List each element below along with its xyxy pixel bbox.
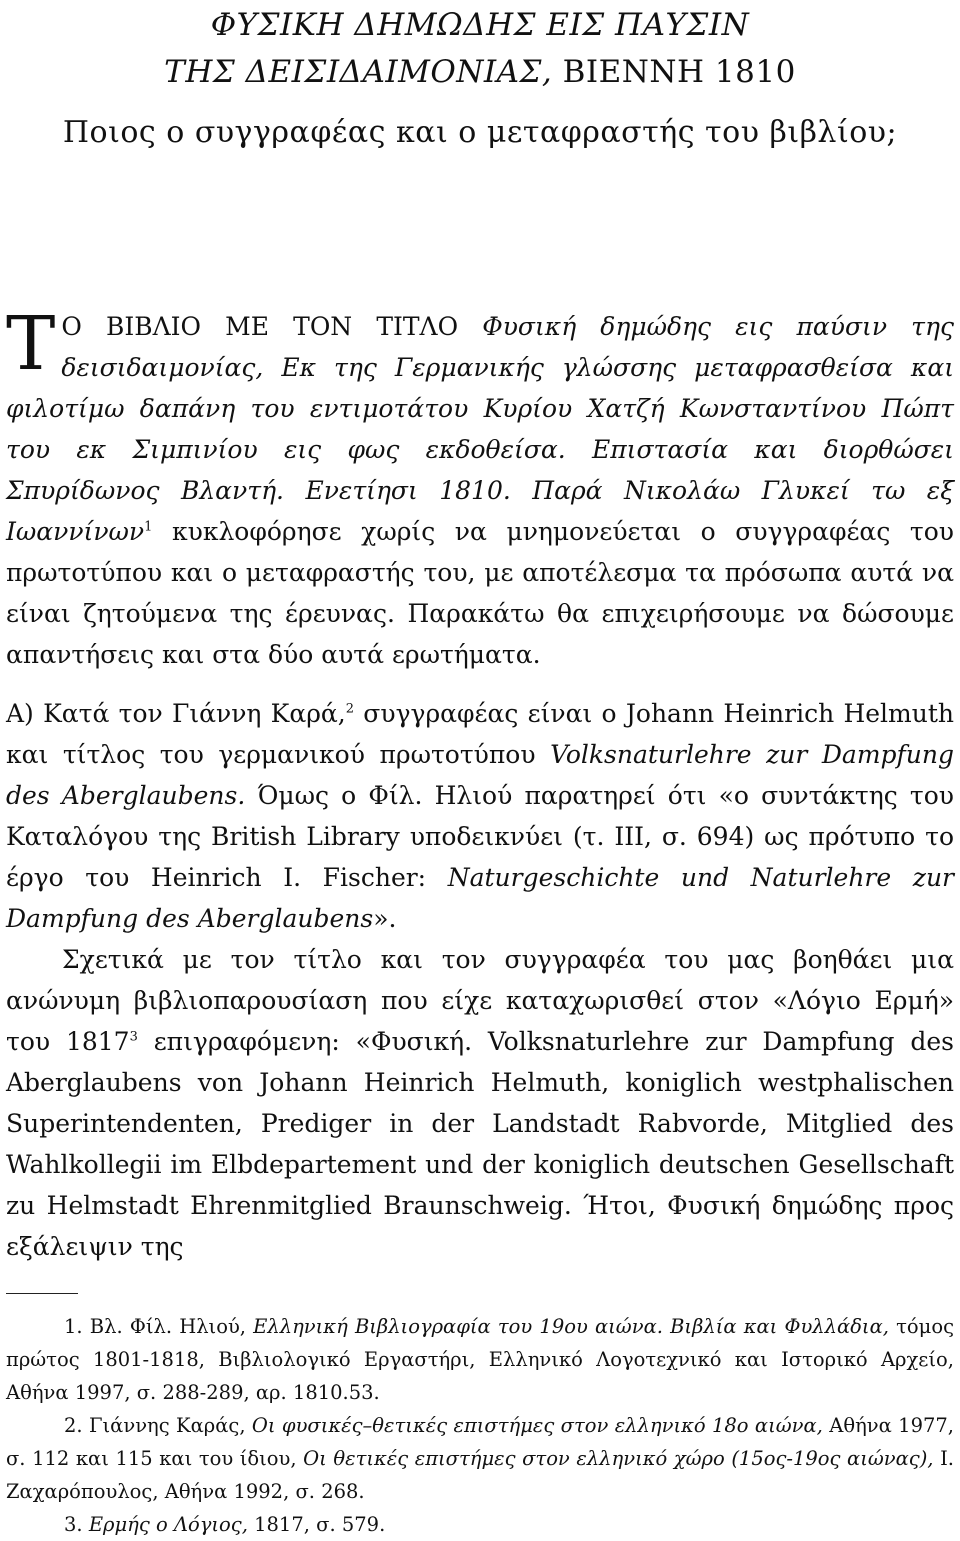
original-title: Volksnaturlehre zur Dampfung des Aberglaubens. — [6, 740, 954, 810]
chapter-subtitle: Ποιος ο συγγραφέας και ο μεταφραστής του βιβλίου; — [62, 115, 898, 150]
paragraph-review: Σχετικά με τον τίτλο και τον συγγραφέα του μας βοηθάει μια ανώνυμη βιβλιοπαρουσίαση που είχε καταχωρισθεί στον «Λόγιο Ερμή» του 1817$^3$ επιγραφόμενη: «Φυσική. Volksnaturlehre zur Dampfung des Aberglaubens von Johann Heinrich Helmuth, koniglich westphalischen Superintendenten, Prediger in der Landstadt Rabvorde, Mitglied des Wahlkollegii im Elbdepartement und der koniglich deutschen Gesellschaft zu Helmstadt Ehrenmitglied Braunschweig. Ήτοι, Φυσική δημώδης προς εξάλειψιν της — [6, 945, 955, 1261]
footnote-ref-3[interactable]: 3 — [129, 1029, 138, 1045]
chapter-heading — [6, 0, 954, 156]
paragraph-author: Α) Κατά τον Γιάννη Καρά,$^2$ συγγραφέας είναι ο Johann Heinrich Helmuth και τίτλος του γερμανικού πρωτοτύπου Volksnaturlehre zur Dampfung des Aberglaubens. Όμως ο Φίλ. Ηλιού παρατηρεί ότι «ο συντάκτης του Καταλόγου της British Library υποδεικνύει (τ. III, σ. 694) ως πρότυπο το έργο του Heinrich I. Fischer: Naturgeschichte und Naturlehre zur Dampfung des Aberglaubens». — [6, 699, 954, 933]
title-line-1: ΦΥΣΙΚΗ ΔΗΜΩΔΗΣ ΕΙΣ ΠΑΥΣΙΝ — [210, 7, 750, 43]
footnote-3: 3. Ερμής ο Λόγιος, 1817, σ. 579. — [64, 1513, 386, 1536]
footnote-ref-1[interactable]: 1 — [144, 519, 153, 535]
footnote-ref-2[interactable]: 2 — [345, 701, 355, 717]
footnote-2: 2. Γιάννης Καράς, Οι φυσικές–θετικές επιστήμες στον ελληνικό 18ο αιώνα, Αθήνα 1977, σ. 112 και 115 και του ίδιου, Οι θετικές επιστήμες στον ελληνικό χώρο (15ος-19ος αιώνας), Ι. Ζαχαρόπουλος, Αθήνα 1992, σ. 268. — [6, 1414, 954, 1503]
drop-cap: Τ — [6, 301, 56, 387]
footnotes — [6, 1310, 954, 1541]
paragraph-intro — [6, 301, 954, 675]
footnote-1: 1. Βλ. Φίλ. Ηλιού, Ελληνική Βιβλιογραφία του 19ου αιώνα. Βιβλία και Φυλλάδια, τόμος πρώτος 1801-1818, Βιβλιολογικό Εργαστήρι, Ελληνικό Λογοτεχνικό και Ιστορικό Αρχείο, Αθήνα 1997, σ. 288-289, αρ. 1810.53. — [6, 1315, 954, 1404]
intro-rest: κυκλοφόρησε χωρίς να μνημονεύεται ο συγγραφέας του πρωτοτύπου και ο μεταφραστής του, με αποτέλεσμα τα πρόσωπα αυτά να είναι ζητούμενα της έρευνας. Παρακάτω θα επιχειρήσουμε να δώσουμε απαντήσεις και στα δύο αυτά ερωτήματα. — [6, 517, 954, 669]
footnote-separator — [6, 1293, 78, 1294]
title-line-2: ΤΗΣ ΔΕΙΣΙΔΑΙΜΟΝΙΑΣ, ΒΙΕΝΝΗ 1810 — [164, 54, 796, 90]
fischer-title: Naturgeschichte und Naturlehre zur Dampfung des Aberglaubens — [6, 863, 954, 933]
intro-lead: Ο ΒΙΒΛΙΟ ΜΕ ΤΟΝ ΤΙΤΛΟ — [61, 312, 483, 341]
book-title: Φυσική δημώδης εις παύσιν της δεισιδαιμονίας, Εκ της Γερμανικής γλώσσης μεταφρασθείσα και φιλοτίμω δαπάνη του εντιμοτάτου Κυρίου Χατζή Κωνσταντίνου Πώπτ του εκ Σιμπινίου εις φως εκδοθείσα. Επιστασία και διορθώσει Σπυρίδωνος Βλαντή. Ενετίησι 1810. Παρά Νικολάω Γλυκεί τω εξ Ιωαννίνων — [6, 312, 954, 546]
